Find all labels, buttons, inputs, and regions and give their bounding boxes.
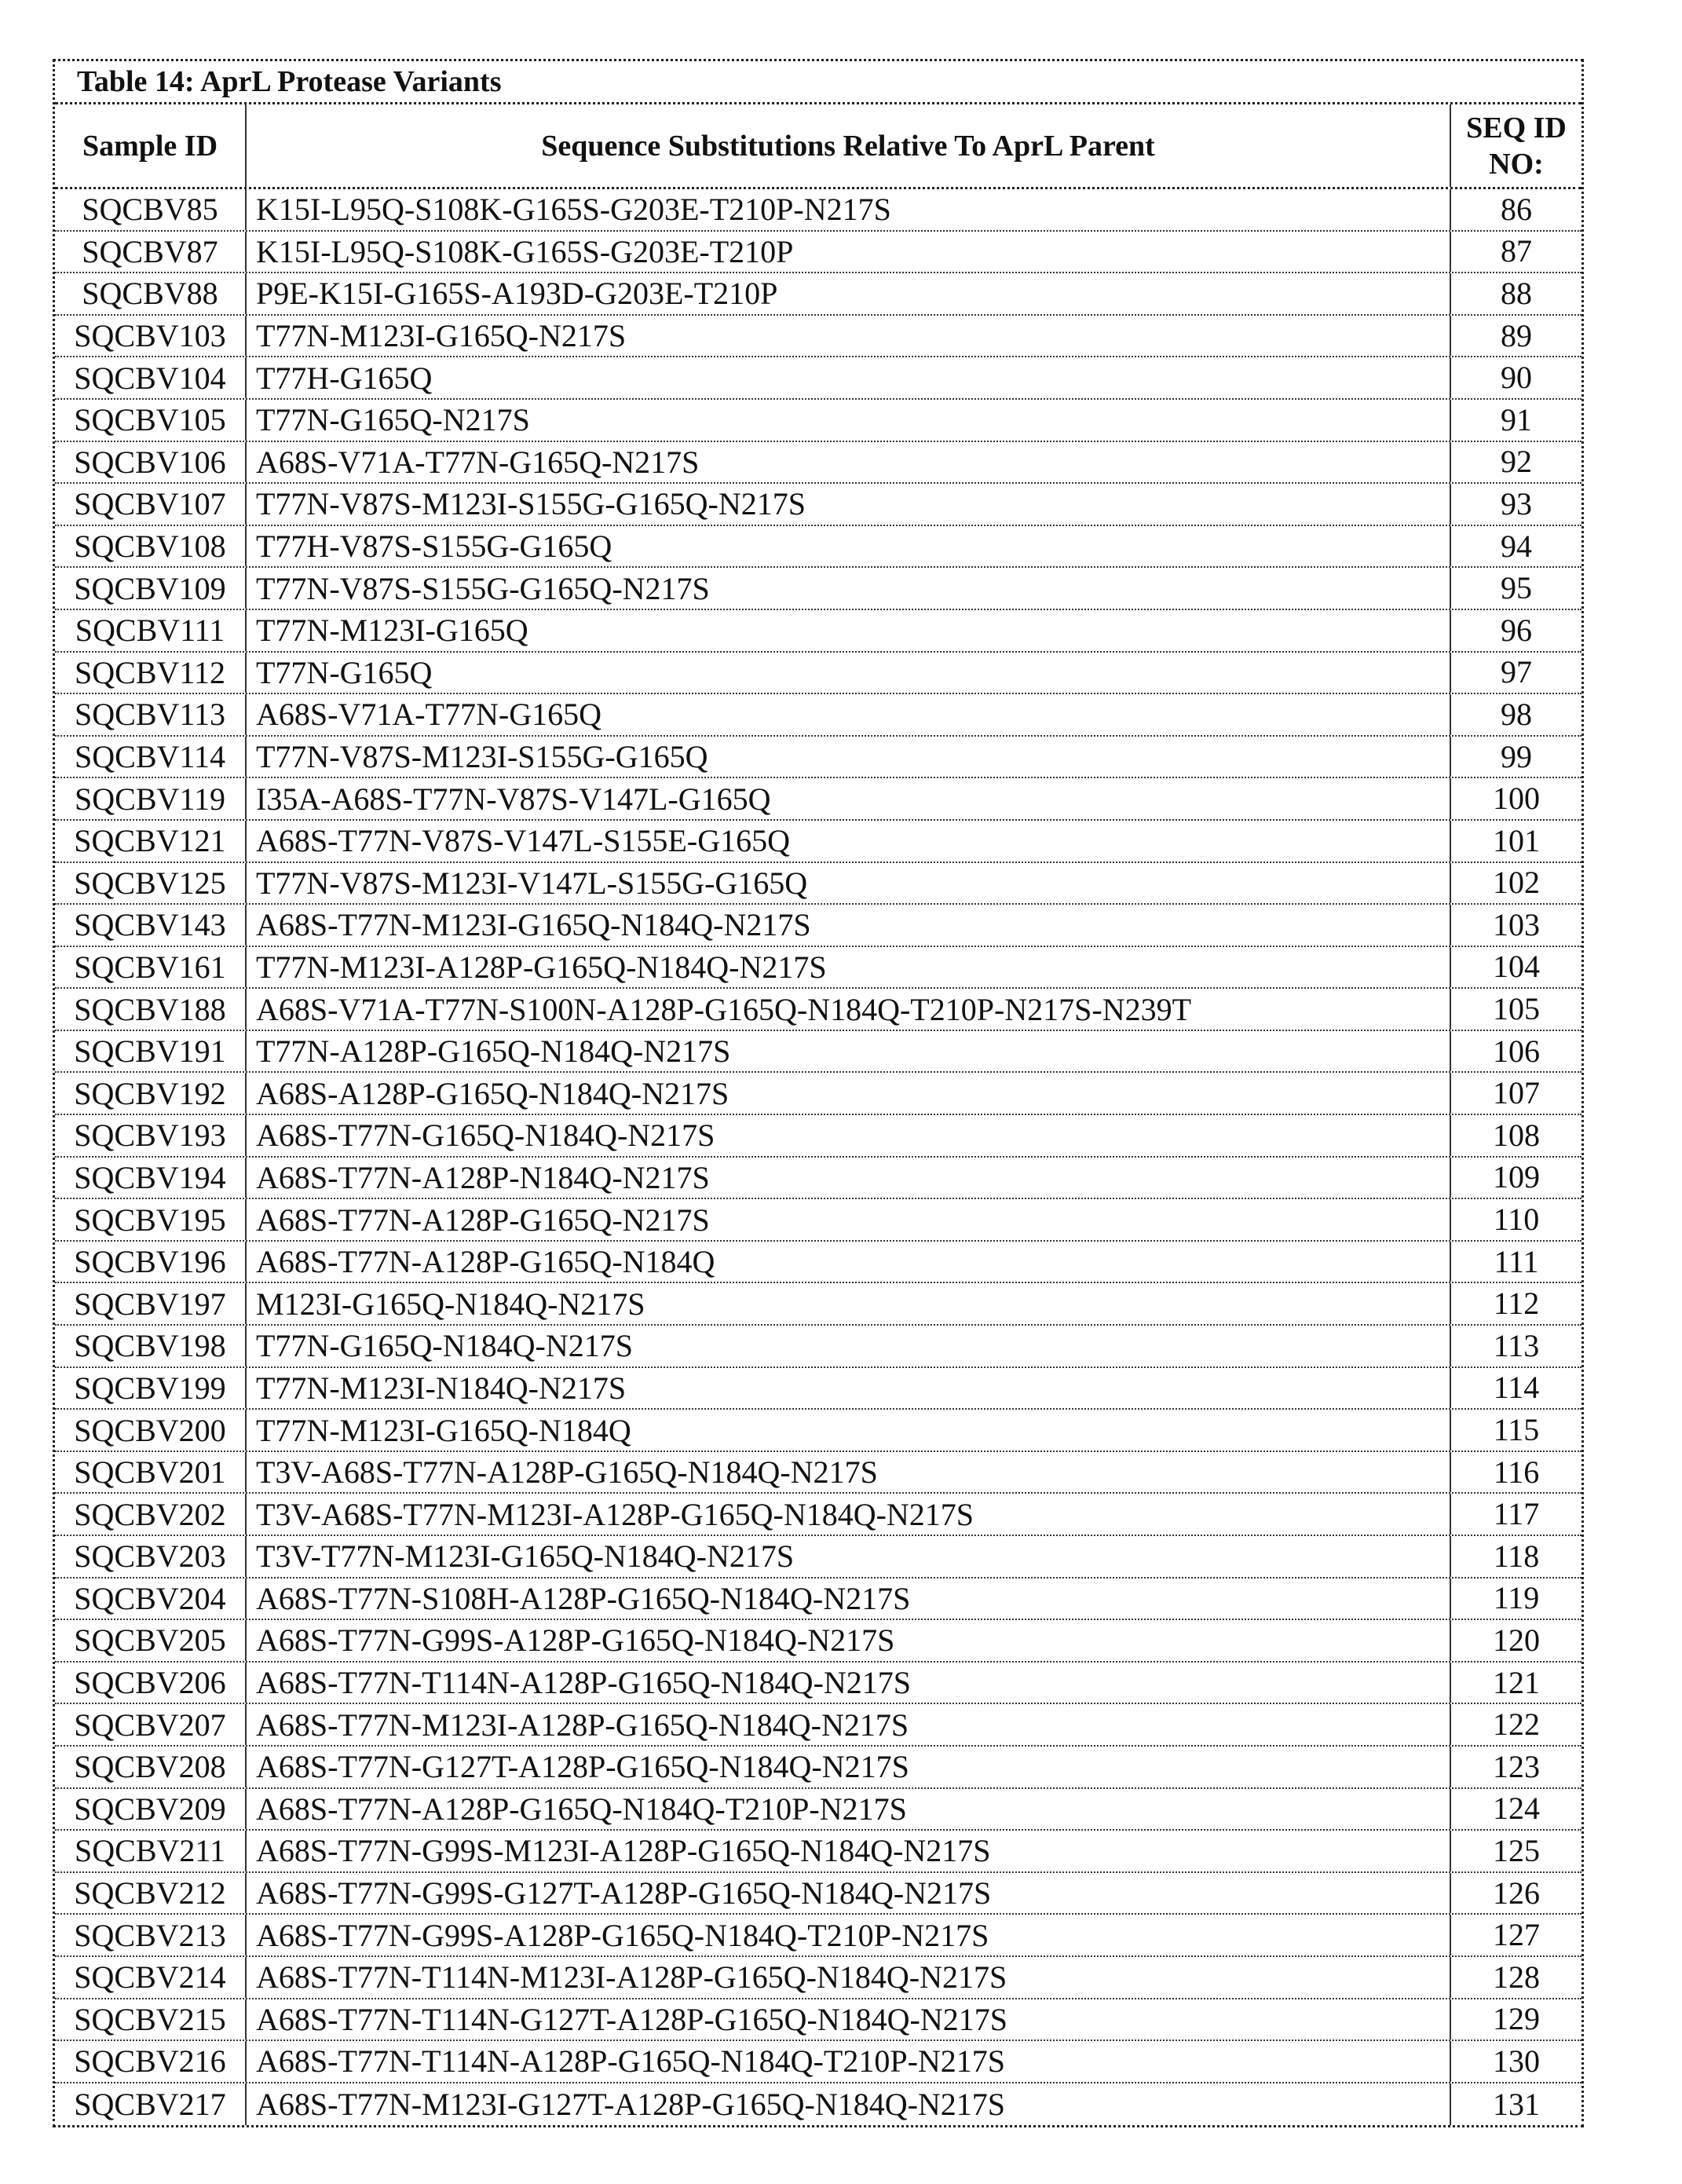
seq-id-cell: 105 [1493, 991, 1540, 1027]
seq-id-cell: 93 [1501, 485, 1532, 521]
sample-id-cell: SQCBV204 [55, 1579, 247, 1619]
sample-id-cell: SQCBV199 [55, 1368, 247, 1409]
sample-id-cell: SQCBV193 [55, 1115, 247, 1156]
table-row [55, 1620, 1581, 1663]
sample-id-cell: SQCBV113 [55, 694, 247, 735]
sample-id-cell: SQCBV88 [55, 273, 247, 314]
substitutions-cell: A68S-T77N-M123I-A128P-G165Q-N184Q-N217S [247, 1704, 1451, 1745]
seq-id-cell: 90 [1501, 360, 1532, 396]
substitutions-cell: A68S-T77N-A128P-G165Q-N184Q [247, 1242, 1451, 1282]
sample-id-cell: SQCBV85 [55, 189, 247, 230]
sample-id-cell: SQCBV216 [55, 2041, 247, 2082]
seq-id-cell: 98 [1501, 696, 1532, 732]
seq-id-cell: 103 [1493, 906, 1540, 942]
sample-id-cell: SQCBV105 [55, 400, 247, 441]
seq-id-cell: 123 [1493, 1748, 1540, 1784]
table-row [55, 1999, 1581, 2042]
substitutions-cell: T77N-V87S-M123I-S155G-G165Q [247, 737, 1451, 777]
seq-id-cell: 94 [1501, 528, 1532, 564]
sample-id-cell: SQCBV161 [55, 947, 247, 988]
substitutions-cell: A68S-T77N-T114N-A128P-G165Q-N184Q-T210P-N217S [247, 2041, 1451, 2082]
table-row [55, 1452, 1581, 1494]
sample-id-cell: SQCBV109 [55, 568, 247, 609]
sample-id-cell: SQCBV205 [55, 1620, 247, 1661]
sample-id-cell: SQCBV207 [55, 1704, 247, 1745]
substitutions-cell: K15I-L95Q-S108K-G165S-G203E-T210P [247, 232, 1451, 273]
substitutions-cell: T77N-G165Q-N217S [247, 400, 1451, 441]
seq-id-cell: 131 [1493, 2086, 1540, 2122]
substitutions-cell: T77N-V87S-M123I-S155G-G165Q-N217S [247, 484, 1451, 525]
seq-id-cell: 110 [1493, 1202, 1540, 1238]
substitutions-cell: A68S-V71A-T77N-G165Q-N217S [247, 442, 1451, 483]
table-title: Table 14: AprL Protease Variants [55, 61, 1581, 104]
table-row [55, 1957, 1581, 1999]
sample-id-cell: SQCBV214 [55, 1957, 247, 1998]
seq-id-cell: 117 [1493, 1496, 1540, 1532]
seq-id-cell: 97 [1501, 654, 1532, 690]
substitutions-cell: A68S-T77N-S108H-A128P-G165Q-N184Q-N217S [247, 1579, 1451, 1619]
sample-id-cell: SQCBV103 [55, 316, 247, 357]
table-row [55, 1073, 1581, 1115]
table-row [55, 694, 1581, 737]
substitutions-cell: A68S-T77N-A128P-G165Q-N184Q-T210P-N217S [247, 1789, 1451, 1830]
seq-id-cell: 112 [1493, 1286, 1540, 1322]
substitutions-cell: A68S-T77N-G99S-A128P-G165Q-N184Q-T210P-N217S [247, 1915, 1451, 1955]
substitutions-cell: A68S-T77N-T114N-M123I-A128P-G165Q-N184Q-N217S [247, 1957, 1451, 1998]
substitutions-cell: A68S-T77N-G99S-G127T-A128P-G165Q-N184Q-N217S [247, 1873, 1451, 1914]
table-row [55, 189, 1581, 232]
seq-id-cell: 87 [1501, 233, 1532, 269]
sample-id-cell: SQCBV121 [55, 821, 247, 862]
sample-id-cell: SQCBV112 [55, 653, 247, 693]
table-row [55, 1494, 1581, 1536]
substitutions-cell: T77N-V87S-S155G-G165Q-N217S [247, 568, 1451, 609]
substitutions-cell: A68S-T77N-T114N-A128P-G165Q-N184Q-N217S [247, 1663, 1451, 1703]
table-row [55, 316, 1581, 358]
table-row [55, 2041, 1581, 2083]
sample-id-cell: SQCBV213 [55, 1915, 247, 1955]
sample-id-cell: SQCBV192 [55, 1073, 247, 1114]
seq-id-cell: 120 [1493, 1622, 1540, 1658]
substitutions-cell: I35A-A68S-T77N-V87S-V147L-G165Q [247, 778, 1451, 819]
table-row [55, 1326, 1581, 1368]
substitutions-cell: M123I-G165Q-N184Q-N217S [247, 1283, 1451, 1324]
seq-id-cell: 113 [1493, 1327, 1540, 1363]
table-row [55, 484, 1581, 526]
seq-id-cell: 86 [1501, 191, 1532, 227]
substitutions-cell: T77N-M123I-A128P-G165Q-N184Q-N217S [247, 947, 1451, 988]
table-row [55, 737, 1581, 779]
sample-id-cell: SQCBV143 [55, 905, 247, 946]
sample-id-cell: SQCBV197 [55, 1283, 247, 1324]
table-body [55, 189, 1581, 2125]
table-row [55, 610, 1581, 653]
substitutions-cell: T3V-A68S-T77N-M123I-A128P-G165Q-N184Q-N217S [247, 1494, 1451, 1535]
substitutions-cell: T77N-M123I-G165Q [247, 610, 1451, 651]
sample-id-cell: SQCBV202 [55, 1494, 247, 1535]
table-row [55, 905, 1581, 947]
substitutions-cell: T77H-V87S-S155G-G165Q [247, 526, 1451, 567]
table-row [55, 1536, 1581, 1579]
substitutions-cell: A68S-T77N-V87S-V147L-S155E-G165Q [247, 821, 1451, 862]
substitutions-cell: T77N-M123I-G165Q-N217S [247, 316, 1451, 357]
table-row [55, 1831, 1581, 1873]
table-row [55, 1410, 1581, 1452]
seq-id-cell: 101 [1493, 822, 1540, 858]
table-row [55, 947, 1581, 990]
table-row [55, 1368, 1581, 1410]
seq-id-cell: 130 [1493, 2043, 1540, 2079]
seq-id-cell: 125 [1493, 1832, 1540, 1868]
substitutions-cell: K15I-L95Q-S108K-G165S-G203E-T210P-N217S [247, 189, 1451, 230]
sample-id-cell: SQCBV108 [55, 526, 247, 567]
sample-id-cell: SQCBV188 [55, 989, 247, 1030]
seq-id-cell: 126 [1493, 1875, 1540, 1911]
table-row [55, 2083, 1581, 2126]
substitutions-cell: A68S-T77N-M123I-G165Q-N184Q-N217S [247, 905, 1451, 946]
seq-id-cell: 121 [1493, 1664, 1540, 1700]
sample-id-cell: SQCBV106 [55, 442, 247, 483]
sample-id-cell: SQCBV104 [55, 357, 247, 398]
seq-id-cell: 104 [1493, 949, 1540, 985]
sample-id-cell: SQCBV206 [55, 1663, 247, 1703]
table-row [55, 1704, 1581, 1747]
table-row [55, 778, 1581, 821]
sample-id-cell: SQCBV200 [55, 1410, 247, 1451]
table-row [55, 1663, 1581, 1705]
table-row [55, 526, 1581, 569]
substitutions-cell: P9E-K15I-G165S-A193D-G203E-T210P [247, 273, 1451, 314]
variants-table [53, 59, 1584, 2127]
seq-id-cell: 99 [1501, 738, 1532, 774]
seq-id-cell: 114 [1493, 1370, 1540, 1406]
sample-id-cell: SQCBV215 [55, 1999, 247, 2040]
table-row [55, 1283, 1581, 1326]
table-row [55, 821, 1581, 863]
sample-id-cell: SQCBV212 [55, 1873, 247, 1914]
seq-id-cell: 109 [1493, 1159, 1540, 1195]
sample-id-cell: SQCBV211 [55, 1831, 247, 1871]
table-row [55, 1747, 1581, 1789]
table-row [55, 1242, 1581, 1284]
sample-id-cell: SQCBV196 [55, 1242, 247, 1282]
table-row [55, 1031, 1581, 1074]
substitutions-cell: A68S-T77N-G99S-M123I-A128P-G165Q-N184Q-N217S [247, 1831, 1451, 1871]
seq-id-cell: 106 [1493, 1033, 1540, 1069]
seq-id-cell: 127 [1493, 1917, 1540, 1953]
table-row [55, 442, 1581, 485]
seq-id-cell: 129 [1493, 2001, 1540, 2037]
seq-id-cell: 95 [1501, 570, 1532, 606]
header-sample-id: Sample ID [55, 104, 247, 187]
sample-id-cell: SQCBV203 [55, 1536, 247, 1577]
sample-id-cell: SQCBV125 [55, 863, 247, 904]
seq-id-cell: 122 [1493, 1707, 1540, 1743]
sample-id-cell: SQCBV208 [55, 1747, 247, 1787]
substitutions-cell: T77N-A128P-G165Q-N184Q-N217S [247, 1031, 1451, 1072]
table-row [55, 1873, 1581, 1915]
table-row [55, 1579, 1581, 1621]
table-row [55, 1158, 1581, 1200]
substitutions-cell: A68S-T77N-G99S-A128P-G165Q-N184Q-N217S [247, 1620, 1451, 1661]
sample-id-cell: SQCBV111 [55, 610, 247, 651]
substitutions-cell: T77N-M123I-N184Q-N217S [247, 1368, 1451, 1409]
table-row [55, 273, 1581, 316]
table-row [55, 653, 1581, 695]
table-row [55, 989, 1581, 1031]
sample-id-cell: SQCBV198 [55, 1326, 247, 1366]
substitutions-cell: T77N-G165Q [247, 653, 1451, 693]
substitutions-cell: A68S-T77N-G127T-A128P-G165Q-N184Q-N217S [247, 1747, 1451, 1787]
substitutions-cell: T77N-V87S-M123I-V147L-S155G-G165Q [247, 863, 1451, 904]
table-row [55, 863, 1581, 905]
substitutions-cell: A68S-V71A-T77N-S100N-A128P-G165Q-N184Q-T210P-N217S-N239T [247, 989, 1451, 1030]
seq-id-cell: 108 [1493, 1117, 1540, 1153]
header-seq-id: SEQ ID NO: [1466, 111, 1567, 181]
table-row [55, 1199, 1581, 1242]
seq-id-cell: 124 [1493, 1791, 1540, 1827]
seq-id-cell: 115 [1493, 1412, 1540, 1448]
seq-id-cell: 100 [1493, 781, 1540, 817]
table-header-row [55, 104, 1581, 189]
substitutions-cell: T77N-G165Q-N184Q-N217S [247, 1326, 1451, 1366]
seq-id-cell: 92 [1501, 444, 1532, 480]
sample-id-cell: SQCBV119 [55, 778, 247, 819]
table-row [55, 1115, 1581, 1158]
table-row [55, 568, 1581, 610]
seq-id-cell: 107 [1493, 1075, 1540, 1111]
sample-id-cell: SQCBV87 [55, 232, 247, 273]
seq-id-cell: 88 [1501, 275, 1532, 311]
table-row [55, 400, 1581, 442]
substitutions-cell: A68S-T77N-T114N-G127T-A128P-G165Q-N184Q-N217S [247, 1999, 1451, 2040]
substitutions-cell: T3V-T77N-M123I-G165Q-N184Q-N217S [247, 1536, 1451, 1577]
sample-id-cell: SQCBV191 [55, 1031, 247, 1072]
seq-id-cell: 118 [1493, 1538, 1540, 1574]
seq-id-cell: 119 [1493, 1580, 1540, 1616]
sample-id-cell: SQCBV217 [55, 2083, 247, 2126]
sample-id-cell: SQCBV114 [55, 737, 247, 777]
substitutions-cell: A68S-A128P-G165Q-N184Q-N217S [247, 1073, 1451, 1114]
sample-id-cell: SQCBV195 [55, 1199, 247, 1240]
sample-id-cell: SQCBV194 [55, 1158, 247, 1198]
substitutions-cell: T77N-M123I-G165Q-N184Q [247, 1410, 1451, 1451]
seq-id-cell: 89 [1501, 317, 1532, 353]
substitutions-cell: A68S-V71A-T77N-G165Q [247, 694, 1451, 735]
table-row [55, 232, 1581, 274]
substitutions-cell: T77H-G165Q [247, 357, 1451, 398]
header-substitutions: Sequence Substitutions Relative To AprL Parent [247, 104, 1451, 187]
sample-id-cell: SQCBV107 [55, 484, 247, 525]
seq-id-cell: 116 [1493, 1454, 1540, 1490]
sample-id-cell: SQCBV201 [55, 1452, 247, 1493]
substitutions-cell: A68S-T77N-A128P-G165Q-N217S [247, 1199, 1451, 1240]
substitutions-cell: A68S-T77N-A128P-N184Q-N217S [247, 1158, 1451, 1198]
seq-id-cell: 91 [1501, 401, 1532, 437]
table-row [55, 1789, 1581, 1831]
table-row [55, 357, 1581, 400]
seq-id-cell: 111 [1494, 1243, 1539, 1279]
seq-id-cell: 96 [1501, 612, 1532, 648]
seq-id-cell: 102 [1493, 865, 1540, 901]
table-row [55, 1915, 1581, 1957]
substitutions-cell: T3V-A68S-T77N-A128P-G165Q-N184Q-N217S [247, 1452, 1451, 1493]
substitutions-cell: A68S-T77N-G165Q-N184Q-N217S [247, 1115, 1451, 1156]
seq-id-cell: 128 [1493, 1959, 1540, 1995]
sample-id-cell: SQCBV209 [55, 1789, 247, 1830]
substitutions-cell: A68S-T77N-M123I-G127T-A128P-G165Q-N184Q-N217S [247, 2083, 1451, 2126]
